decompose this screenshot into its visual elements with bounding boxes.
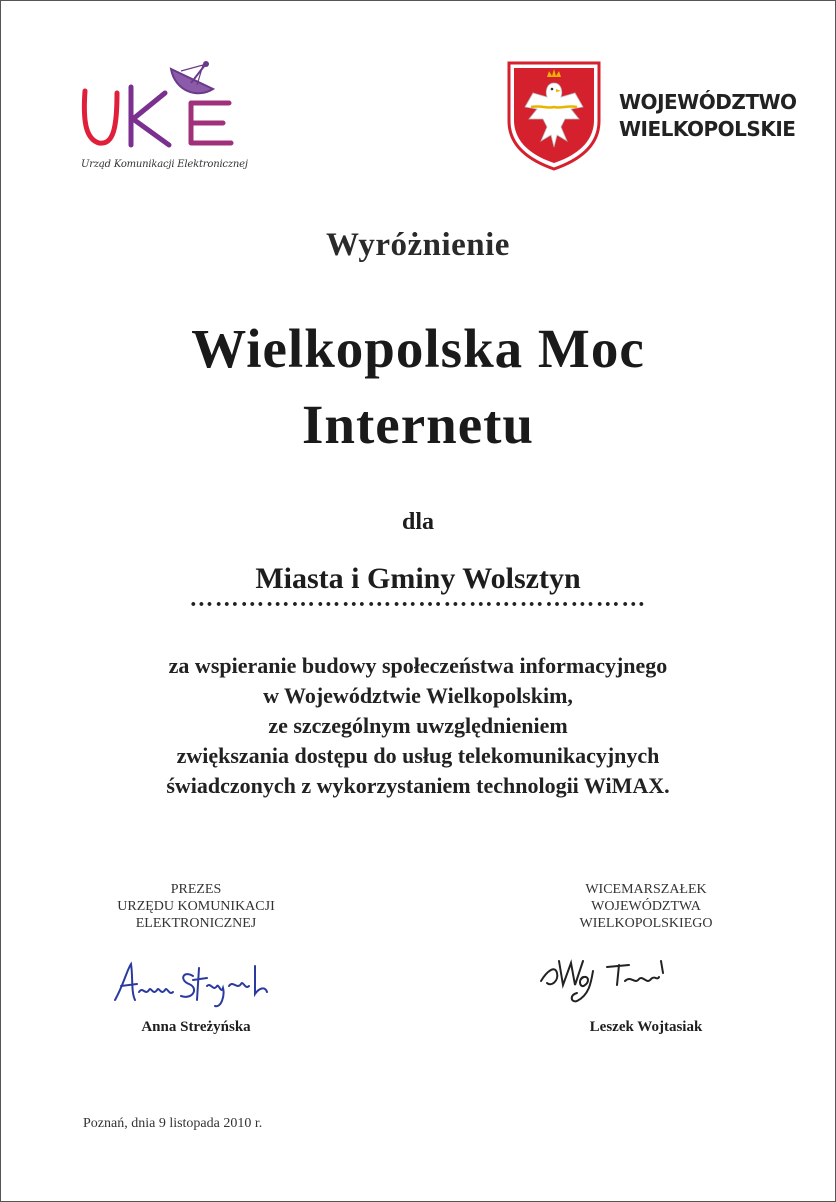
signature-left bbox=[109, 956, 279, 1016]
coat-of-arms-icon bbox=[507, 61, 603, 171]
signatory-position-left bbox=[81, 881, 311, 932]
for-label: dla bbox=[401, 509, 434, 535]
signatory-name-left: Anna Streżyńska bbox=[141, 1019, 251, 1035]
wielkopolska-logo bbox=[507, 61, 797, 171]
award-title-line2: Internetu bbox=[301, 394, 535, 455]
position-line: ELEKTRONICZNEJ bbox=[135, 916, 257, 931]
reason-line: w Województwie Wielkopolskim, bbox=[263, 683, 573, 708]
award-title bbox=[1, 311, 835, 463]
reason-line: ze szczególnym uwzględnieniem bbox=[268, 713, 568, 738]
signature-right bbox=[537, 951, 677, 1011]
uke-logo-graphic bbox=[79, 59, 249, 159]
award-title-line1: Wielkopolska Moc bbox=[191, 318, 645, 379]
dotted-line: ……………………………………………… bbox=[189, 586, 647, 612]
recipient-name: Miasta i Gminy Wolsztyn bbox=[255, 562, 581, 595]
award-subtitle: Wyróżnienie bbox=[326, 227, 510, 263]
region-name bbox=[619, 89, 797, 143]
reason-line: świadczonych z wykorzystaniem technologii WiMAX. bbox=[166, 773, 670, 798]
position-line: WICEMARSZAŁEK bbox=[585, 882, 707, 897]
position-line: WIELKOPOLSKIEGO bbox=[579, 916, 713, 931]
position-line: WOJEWÓDZTWA bbox=[591, 899, 701, 914]
position-line: PREZES bbox=[170, 882, 222, 897]
award-reason bbox=[1, 651, 835, 801]
region-name-line1: WOJEWÓDZTWO bbox=[619, 90, 797, 114]
region-name-line2: WIELKOPOLSKIE bbox=[619, 117, 796, 141]
uke-logo bbox=[79, 59, 249, 177]
place-and-date: Poznań, dnia 9 listopada 2010 r. bbox=[83, 1116, 263, 1131]
reason-line: za wspieranie budowy społeczeństwa informacyjnego bbox=[168, 653, 668, 678]
signatory-name-right: Leszek Wojtasiak bbox=[589, 1019, 703, 1035]
uke-caption: Urząd Komunikacji Elektronicznej bbox=[81, 159, 248, 170]
reason-line: zwiększania dostępu do usług telekomunikacyjnych bbox=[176, 743, 660, 768]
position-line: URZĘDU KOMUNIKACJI bbox=[117, 899, 275, 914]
signatory-position-right bbox=[531, 881, 761, 932]
